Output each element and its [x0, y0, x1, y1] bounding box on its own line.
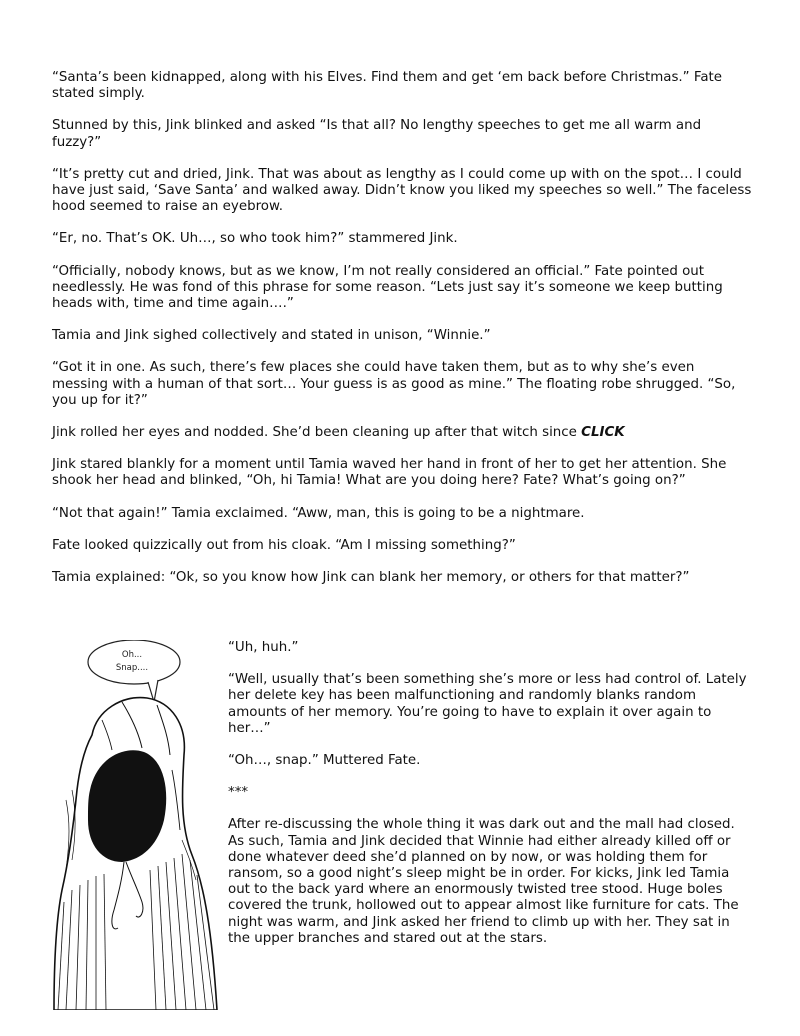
- paragraph-10: “Not that again!” Tamia exclaimed. “Aww, man, this is going to be a nightmare.: [52, 505, 585, 521]
- click-emphasis: CLICK: [581, 425, 625, 441]
- document-body: [52, 70, 752, 602]
- paragraph-click-text: Jink rolled her eyes and nodded. She’d been cleaning up after that witch since: [52, 425, 582, 441]
- side-text: [228, 640, 752, 963]
- paragraph-9: Jink stared blankly for a moment until Tamia waved her hand in front of her to get her attention. She shook her head and blinked, “Oh, hi Tamia! What are you doing here? Fate? What’s going on?”: [52, 457, 727, 489]
- speech-line-1: Oh...: [121, 650, 143, 660]
- paragraph-7: “Got it in one. As such, there’s few places she could have taken them, but as to why she’s even messing with a human of that sort… Your guess is as good as mine.” The floating robe shrugged. “So, you up for it?”: [52, 360, 736, 408]
- paragraph-3: “It’s pretty cut and dried, Jink. That was about as lengthy as I could come up with on the spot… I could have just said, ‘Save Santa’ and walked away. Didn’t know you liked my speeches so well.” The faceless hood seemed to raise an eyebrow.: [52, 166, 752, 215]
- side-paragraph-1: “Uh, huh.”: [228, 640, 299, 655]
- side-paragraph-2: “Well, usually that’s been something she’s more or less had control of. Lately her delete key has been malfunctioning and randomly blanks random amounts of her memory. You’re going to have to explain it over again to her…”: [228, 672, 747, 736]
- paragraph-11: Fate looked quizzically out from his cloak. “Am I missing something?”: [52, 537, 516, 553]
- hooded-figure-icon: [52, 640, 220, 1010]
- illustrated-section: [52, 640, 752, 1010]
- paragraph-2: Stunned by this, Jink blinked and asked “Is that all? No lengthy speeches to get me all warm and fuzzy?”: [52, 118, 702, 150]
- paragraph-5: “Officially, nobody knows, but as we know, I’m not really considered an official.” Fate pointed out needlessly. He was fond of this phrase for some reason. “Lets just say it’s someone we keep butting heads with, time and time again….”: [52, 263, 723, 312]
- paragraph-click: [52, 425, 752, 441]
- side-paragraph-5: After re-discussing the whole thing it was dark out and the mall had closed. As such, Tamia and Jink decided that Winnie had either already killed off or done whatever deed she’d planned on by now, or was holding them for ransom, so a good night’s sleep might be in order. For kicks, Jink led Tamia out to the back yard where an enormously twisted tree stood. Huge boles covered the trunk, hollowed out to appear almost like furniture for cats. The night was warm, and Jink asked her friend to climb up with her. They sat in the upper branches and stared out at the stars.: [228, 817, 739, 946]
- section-break: ***: [228, 785, 249, 801]
- paragraph-6: Tamia and Jink sighed collectively and stated in unison, “Winnie.”: [52, 328, 491, 344]
- paragraph-1: “Santa’s been kidnapped, along with his Elves. Find them and get ‘em back before Christmas.” Fate stated simply.: [52, 70, 723, 102]
- side-paragraph-3: “Oh…, snap.” Muttered Fate.: [228, 753, 421, 769]
- speech-line-2: Snap....: [115, 663, 149, 673]
- paragraph-4: “Er, no. That’s OK. Uh…, so who took him?” stammered Jink.: [52, 231, 458, 247]
- hooded-figure-illustration: [52, 640, 220, 1010]
- paragraph-12: Tamia explained: “Ok, so you know how Jink can blank her memory, or others for that matter?”: [52, 570, 690, 586]
